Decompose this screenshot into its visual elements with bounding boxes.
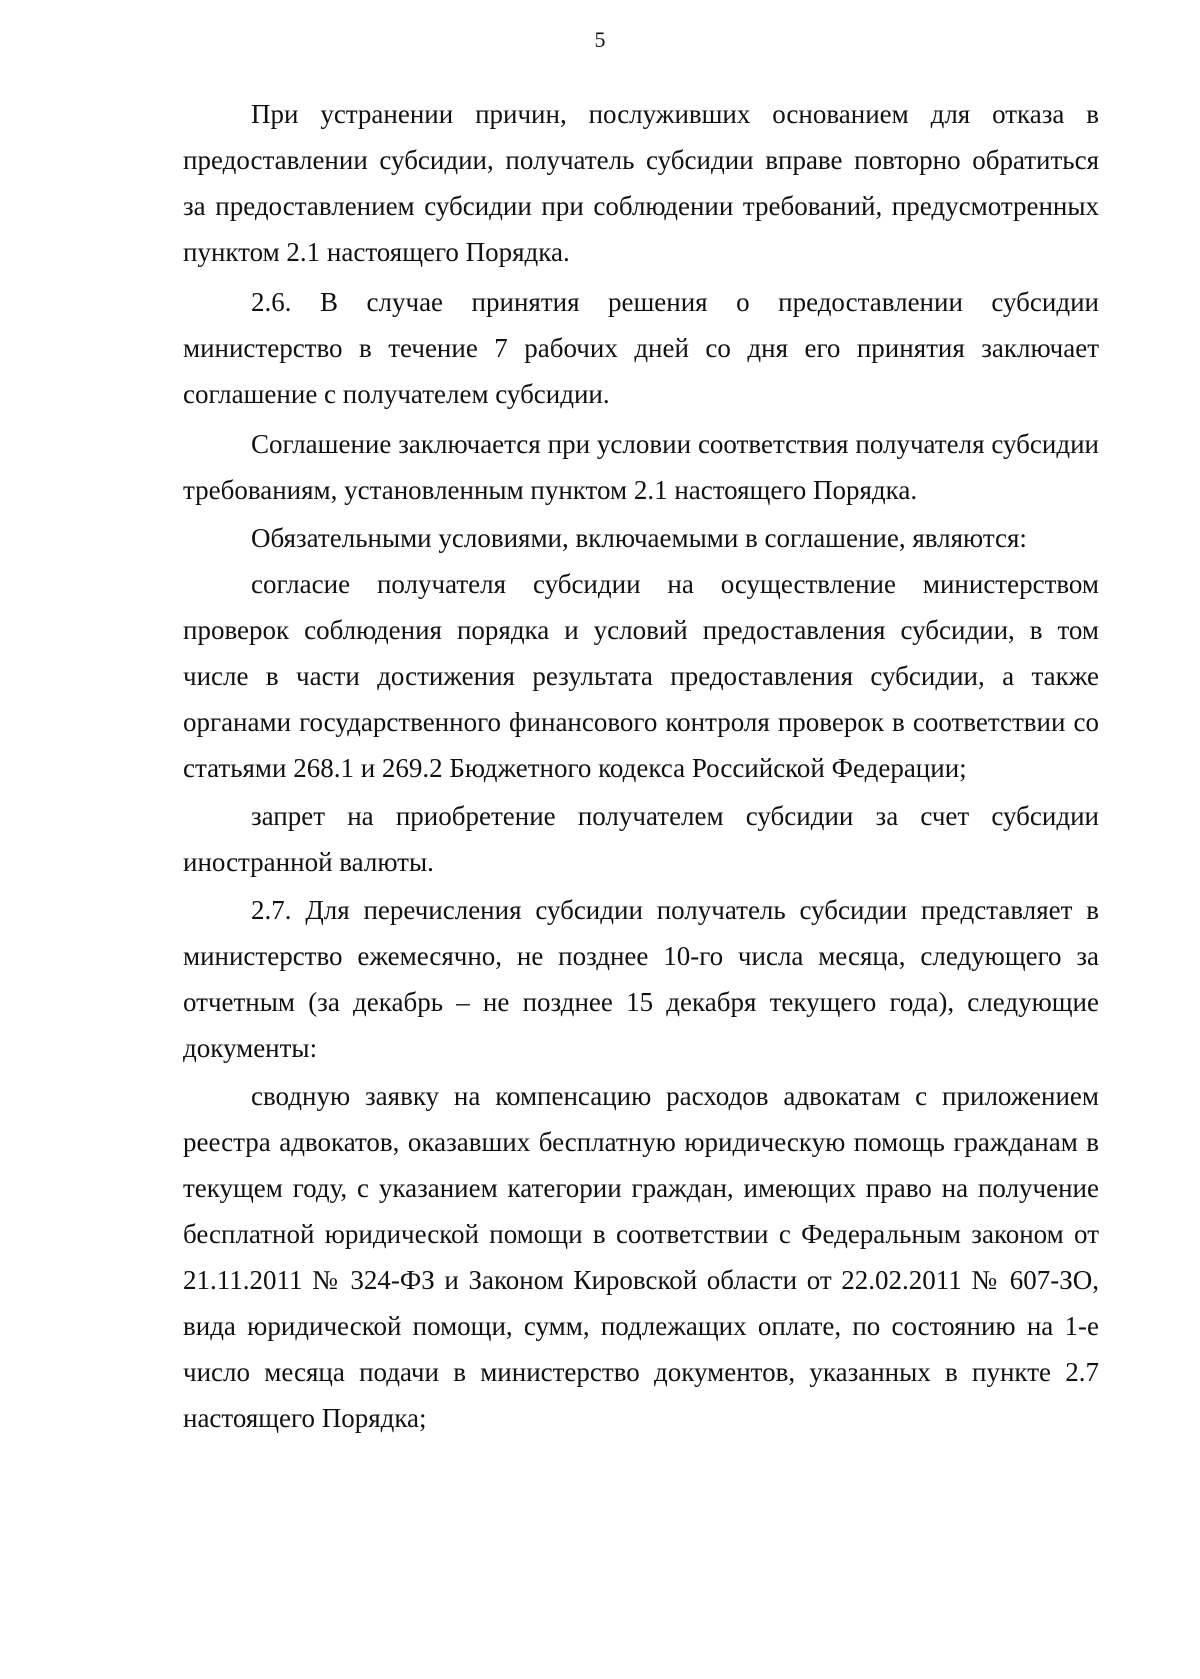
paragraph-consent-inspections: согласие получателя субсидии на осуществление министерством проверок соблюдения порядка и условий предоставления субсидии, в том числе в части достижения результата предоставления субсидии, а также органами государственного финансового контроля проверок в соответствии со статьями 268.1 и 269.2 Бюджетного кодекса Российской Федерации; [183, 569, 1099, 783]
paragraph-currency-ban: запрет на приобретение получателем субсидии за счет субсидии иностранной валюты. [183, 801, 1099, 877]
paragraph-summary-request: сводную заявку на компенсацию расходов адвокатам с приложением реестра адвокатов, оказавших бесплатную юридическую помощь гражданам в текущем году, с указанием категории граждан, имеющих право на получение бесплатной юридической помощи в соответствии с Федеральным законом от 21.11.2011 № 324-ФЗ и Законом Кировской области от 22.02.2011 № 607-ЗО, вида юридической помощи, сумм, подлежащих оплате, по состоянию на 1-е число месяца подачи в министерство документов, указанных в пункте 2.7 настоящего Порядка; [183, 1081, 1099, 1433]
page-number: 5 [594, 27, 606, 52]
paragraph-2-6: 2.6. В случае принятия решения о предоставлении субсидии министерство в течение 7 рабочих дней со дня его принятия заключает соглашение с получателем субсидии. [183, 287, 1099, 409]
paragraph-refusal-remedy: При устранении причин, послуживших основанием для отказа в предоставлении субсидии, получатель субсидии вправе повторно обратиться за предоставлением субсидии при соблюдении требований, предусмотренных пунктом 2.1 настоящего Порядка. [183, 99, 1099, 267]
paragraph-mandatory-conditions: Обязательными условиями, включаемыми в соглашение, являются: [251, 523, 1027, 553]
paragraph-agreement-condition: Соглашение заключается при условии соответствия получателя субсидии требованиям, установленным пунктом 2.1 настоящего Порядка. [183, 429, 1099, 505]
document-body [183, 91, 1099, 1441]
paragraph-2-7: 2.7. Для перечисления субсидии получатель субсидии представляет в министерство ежемесячно, не позднее 10-го числа месяца, следующего за отчетным (за декабрь – не позднее 15 декабря текущего года), следующие документы: [183, 895, 1099, 1063]
